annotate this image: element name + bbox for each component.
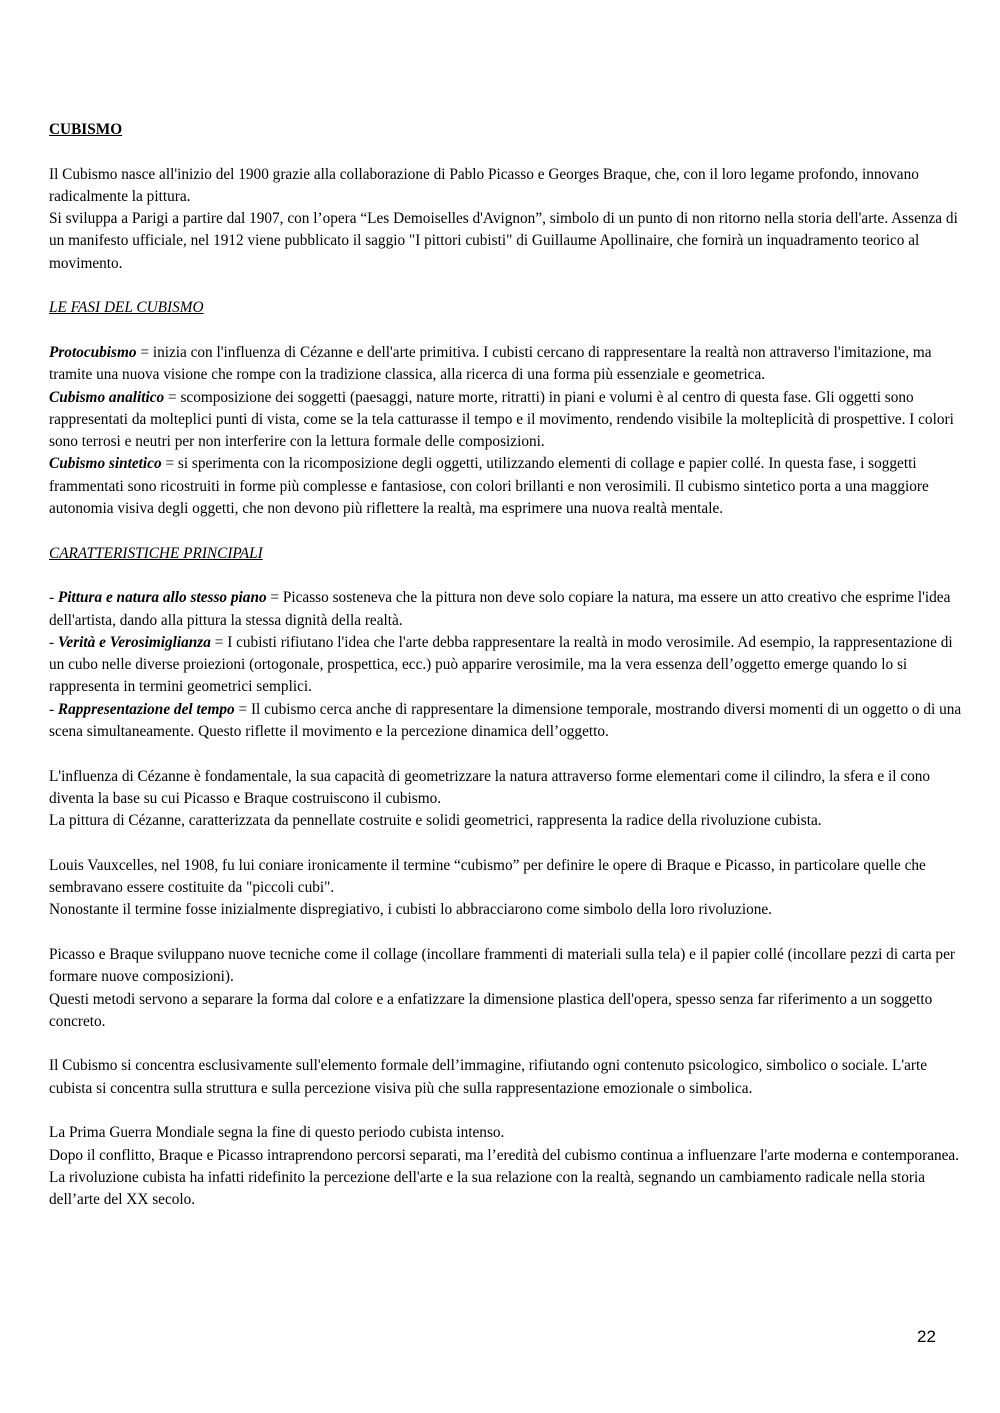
feature-term: Rappresentazione del tempo <box>57 700 235 718</box>
body-paragraph-techniques <box>49 944 969 1033</box>
paragraph-line: La pittura di Cézanne, caratterizzata da pennellate costruite e solidi geometrici, rappresenta la radice della rivoluzione cubista. <box>49 812 822 830</box>
spacer <box>49 1100 969 1122</box>
paragraph-line: Questi metodi servono a separare la forma dal colore e a enfatizzare la dimensione plastica dell'opera, spesso senza far riferimento a un soggetto concreto. <box>49 990 933 1030</box>
phase-text: = inizia con l'influenza di Cézanne e dell'arte primitiva. I cubisti cercano di rappresentare la realtà non attraverso l'imitazione, ma tramite una nuova visione che rompe con la tradizione classica, alla ricerca di una forma più essenziale e geometrica. <box>49 343 932 384</box>
intro-line: Il Cubismo nasce all'inizio del 1900 grazie alla collaborazione di Pablo Picasso e Georges Braque, che, con il loro legame profondo, innovano radicalmente la pittura. <box>49 165 919 205</box>
spacer <box>49 922 969 944</box>
spacer <box>49 565 969 587</box>
feature-item <box>49 632 969 699</box>
paragraph-line: L'influenza di Cézanne è fondamentale, la sua capacità di geometrizzare la natura attraverso forme elementari come il cilindro, la sfera e il cono diventa la base su cui Picasso e Braque costruiscono il cubismo. <box>49 767 931 807</box>
paragraph-line: Il Cubismo si concentra esclusivamente sull'elemento formale dell’immagine, rifiutando ogni contenuto psicologico, simbolico o sociale. L'arte cubista si concentra sulla struttura e sulla percezione visiva più che sulla rappresentazione emozionale o simbolica. <box>49 1057 928 1097</box>
feature-item <box>49 699 969 744</box>
phase-term: Cubismo sintetico <box>49 455 162 473</box>
feature-term: Pittura e natura allo stesso piano <box>57 589 267 607</box>
intro-line: Si sviluppa a Parigi a partire dal 1907, con l’opera “Les Demoiselles d'Avignon”, simbolo di un punto di non ritorno nella storia dell'arte. Assenza di un manifesto ufficiale, nel 1912 viene pubblicato il saggio "I pittori cubisti" di Guillaume Apollinaire, che fornirà un inquadramento teorico al movimento. <box>49 210 958 272</box>
phase-item <box>49 453 969 520</box>
phase-item <box>49 342 969 387</box>
paragraph-line: Nonostante il termine fosse inizialmente dispregiativo, i cubisti lo abbracciarono come simbolo della loro rivoluzione. <box>49 901 773 919</box>
phase-text: = scomposizione dei soggetti (paesaggi, nature morte, ritratti) in piani e volumi è al centro di questa fase. Gli oggetti sono rappresentati da molteplici punti di vista, come se la tela catturasse il tempo e il movimento, rendendo visibile la molteplicità di prospettive. I colori sono terrosi e neutri per non interferire con la lettura formale delle composizioni. <box>49 388 954 451</box>
spacer <box>49 275 969 297</box>
feature-text: = Il cubismo cerca anche di rappresentare la dimensione temporale, mostrando diversi momenti di un oggetto o di una scena simultaneamente. Questo riflette il movimento e la percezione dinamica dell’oggetto. <box>49 700 962 741</box>
phases-list <box>49 342 969 520</box>
features-list <box>49 587 969 743</box>
feature-text: = I cubisti rifiutano l'idea che l'arte debba rappresentare la realtà in modo verosimile. Ad esempio, la rappresentazione di un cubo nelle diverse proiezioni (ortogonale, prospettica, ecc.) può apparire verosimile, ma la vera essenza dell’oggetto emerge quando lo si rappresenta in termini geometrici semplici. <box>49 633 953 696</box>
feature-text: = Picasso sosteneva che la pittura non deve solo copiare la natura, ma essere un atto creativo che esprime l'idea dell'artista, dando alla pittura la stessa dignità della realtà. <box>49 589 951 629</box>
page-content <box>49 119 969 1212</box>
body-paragraph-formal <box>49 1055 969 1100</box>
phase-item <box>49 387 969 454</box>
paragraph-line: Picasso e Braque sviluppano nuove tecniche come il collage (incollare frammenti di materiali sulla tela) e il papier collé (incollare pezzi di carta per formare nuove composizioni). <box>49 945 955 986</box>
spacer <box>49 320 969 342</box>
feature-bullet: - <box>49 700 58 718</box>
feature-bullet: - <box>49 589 58 607</box>
paragraph-line: Louis Vauxcelles, nel 1908, fu lui coniare ironicamente il termine “cubismo” per definire le opere di Braque e Picasso, in particolare quelle che sembravano essere costituite da "piccoli cubi". <box>49 856 926 897</box>
phase-term: Protocubismo <box>49 343 137 361</box>
spacer <box>49 520 969 542</box>
paragraph-line: La rivoluzione cubista ha infatti ridefinito la percezione dell'arte e la sua relazione con la realtà, segnando un cambiamento radicale nella storia dell’arte del XX secolo. <box>49 1168 925 1209</box>
spacer <box>49 743 969 765</box>
intro-paragraph <box>49 164 969 275</box>
spacer <box>49 1033 969 1055</box>
page-number: 22 <box>917 1327 936 1346</box>
paragraph-line: La Prima Guerra Mondiale segna la fine di questo periodo cubista intenso. <box>49 1124 505 1142</box>
spacer <box>49 141 969 163</box>
spacer <box>49 833 969 855</box>
section-title-features: CARATTERISTICHE PRINCIPALI <box>49 544 263 562</box>
feature-term: Verità e Verosimiglianza <box>57 633 211 651</box>
phase-term: Cubismo analitico <box>49 388 165 406</box>
page-title: CUBISMO <box>49 121 123 138</box>
phase-text: = si sperimenta con la ricomposizione degli oggetti, utilizzando elementi di collage e papier collé. In questa fase, i soggetti frammentati sono ricostruiti in forme più complesse e fantasiose, con colori brillanti e non verosimili. Il cubismo sintetico porta a una maggiore autonomia visiva degli oggetti, che non devono più riflettere la realtà, ma esprimere una nuova realtà mentale. <box>49 455 929 518</box>
paragraph-line: Dopo il conflitto, Braque e Picasso intraprendono percorsi separati, ma l’eredità del cubismo continua a influenzare l'arte moderna e contemporanea. <box>49 1146 960 1164</box>
body-paragraph-cezanne <box>49 766 969 833</box>
body-paragraph-war <box>49 1122 969 1211</box>
body-paragraph-vauxcelles <box>49 855 969 922</box>
feature-item <box>49 587 969 632</box>
feature-bullet: - <box>49 633 58 651</box>
section-title-phases: LE FASI DEL CUBISMO <box>49 299 204 317</box>
